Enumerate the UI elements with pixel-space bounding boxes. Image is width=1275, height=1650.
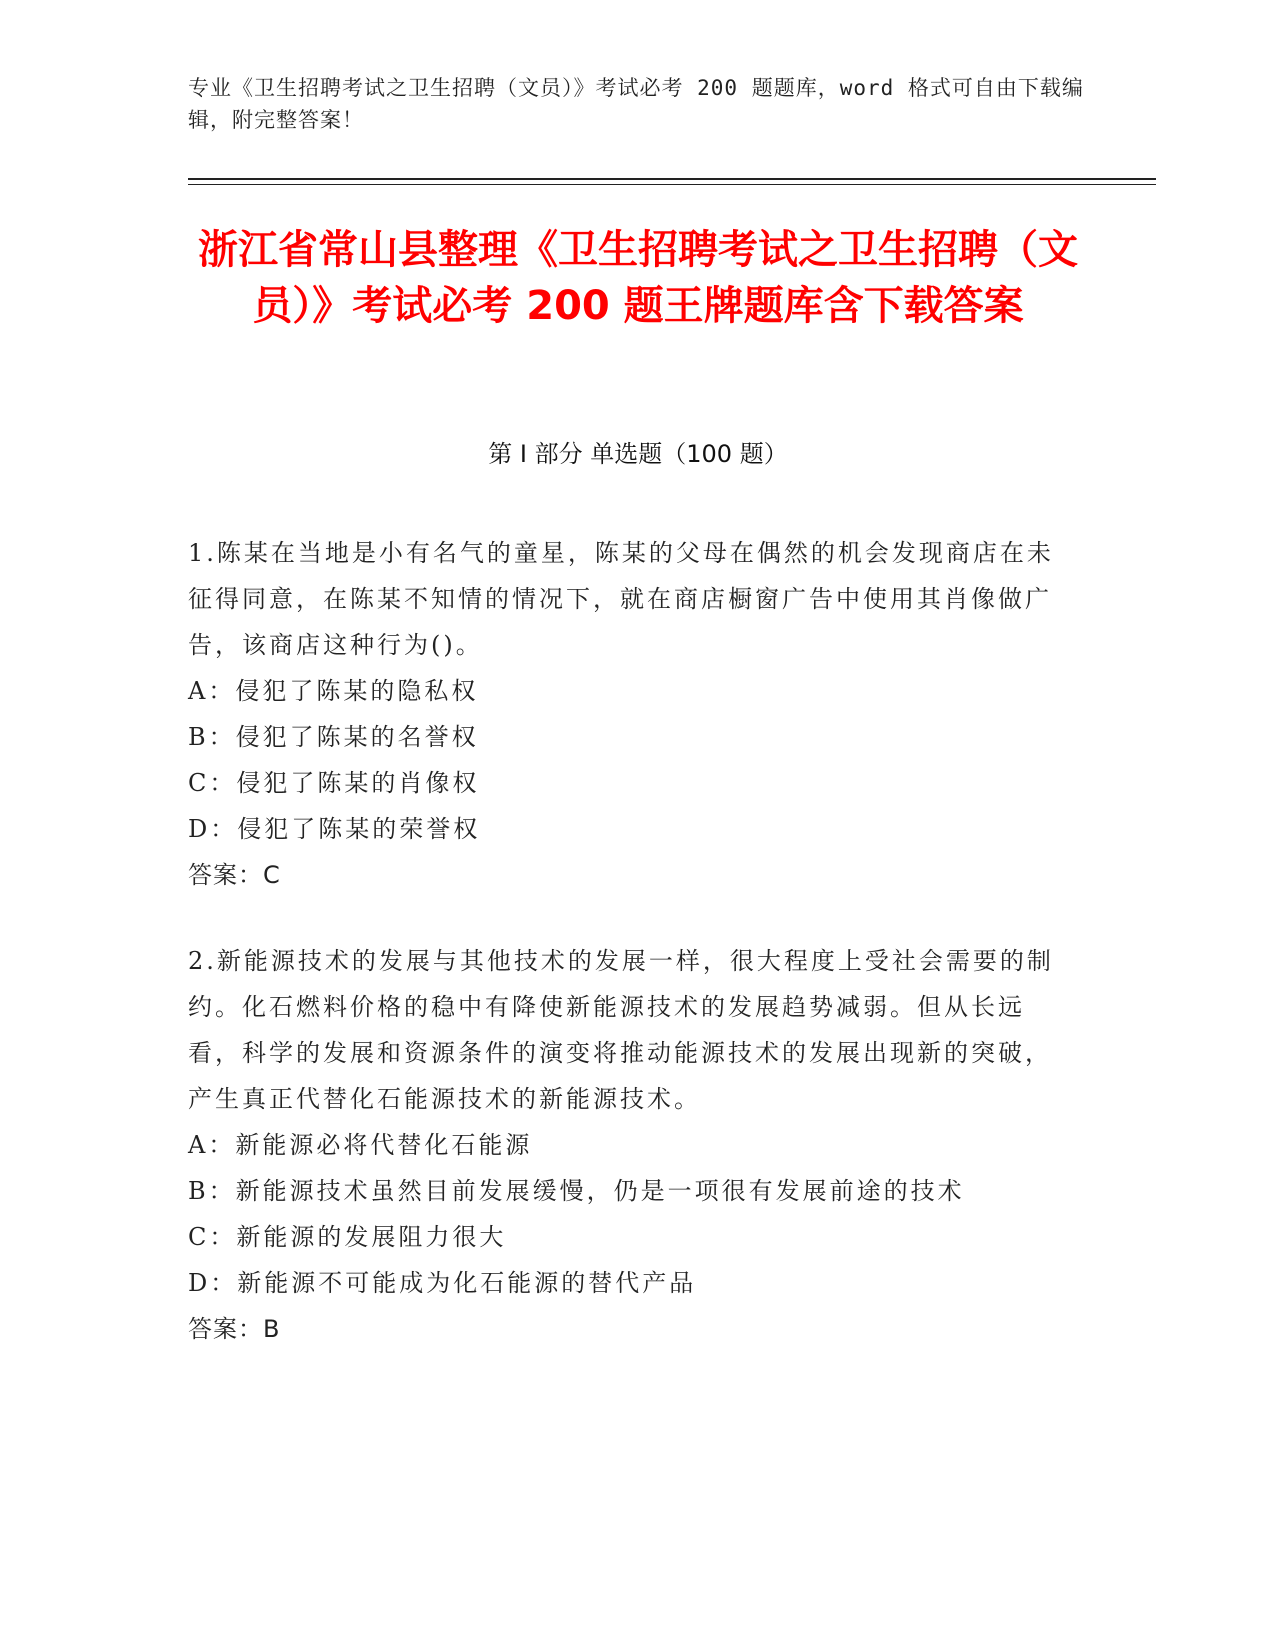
option-a: A：侵犯了陈某的隐私权 <box>188 677 479 705</box>
option-b: B：新能源技术虽然目前发展缓慢，仍是一项很有发展前途的技术 <box>188 1177 965 1205</box>
question-2 <box>188 938 1068 1352</box>
option-d: D：侵犯了陈某的荣誉权 <box>188 815 481 843</box>
header-rule-thick <box>188 178 1156 180</box>
option-c: C：新能源的发展阻力很大 <box>188 1223 507 1251</box>
document-title: 浙江省常山县整理《卫生招聘考试之卫生招聘（文员）》考试必考 200 题王牌题库含下载答案 <box>198 227 1078 329</box>
answer-line: 答案：C <box>188 861 281 889</box>
option-a: A：新能源必将代替化石能源 <box>188 1131 533 1159</box>
question-stem: 1.陈某在当地是小有名气的童星，陈某的父母在偶然的机会发现商店在未征得同意，在陈某不知情的情况下，就在商店橱窗广告中使用其肖像做广告，该商店这种行为()。 <box>188 539 1054 659</box>
option-b: B：侵犯了陈某的名誉权 <box>188 723 479 751</box>
option-d: D：新能源不可能成为化石能源的替代产品 <box>188 1269 697 1297</box>
question-1 <box>188 530 1068 898</box>
option-c: C：侵犯了陈某的肖像权 <box>188 769 480 797</box>
header-rule-thin <box>188 184 1156 185</box>
answer-line: 答案：B <box>188 1315 281 1343</box>
section-title: 第 I 部分 单选题（100 题） <box>488 440 788 468</box>
header-note: 专业《卫生招聘考试之卫生招聘（文员）》考试必考 200 题题库，word 格式可自由下载编辑，附完整答案！ <box>188 76 1084 132</box>
question-stem: 2.新能源技术的发展与其他技术的发展一样，很大程度上受社会需要的制约。化石燃料价格的稳中有降使新能源技术的发展趋势减弱。但从长远看，科学的发展和资源条件的演变将推动能源技术的发展出现新的突破，产生真正代替化石能源技术的新能源技术。 <box>188 947 1054 1113</box>
